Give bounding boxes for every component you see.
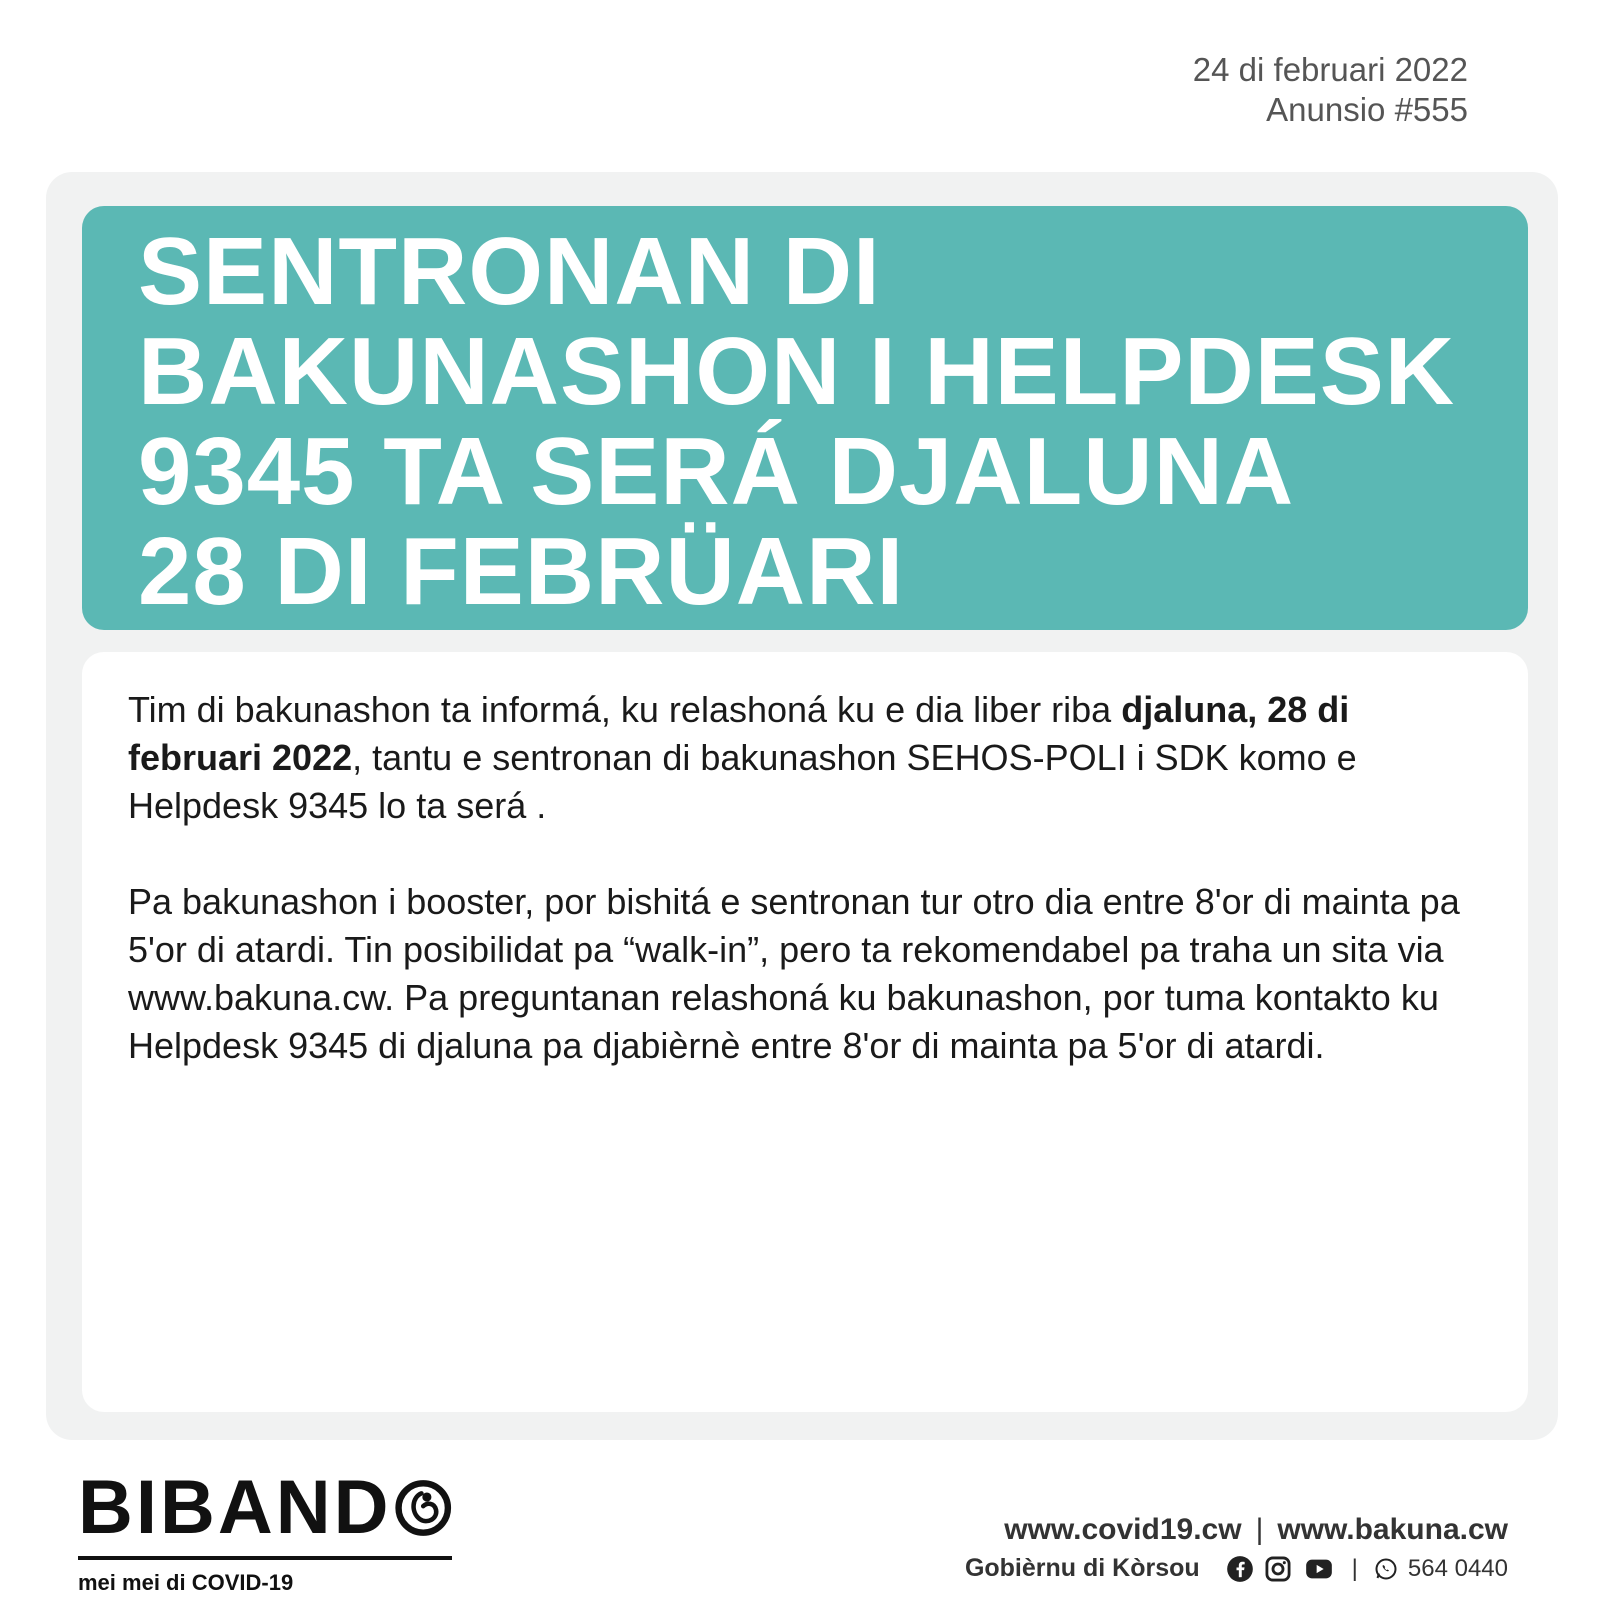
- instagram-icon[interactable]: [1264, 1555, 1292, 1583]
- footer-divider: |: [1351, 1554, 1358, 1582]
- announcement-date: 24 di februari 2022: [1192, 51, 1468, 88]
- headline-line-2: BAKUNASHON I HELPDESK: [138, 318, 1456, 425]
- youtube-icon[interactable]: [1302, 1555, 1336, 1583]
- announcement-meta: [1193, 50, 1468, 130]
- phone-number[interactable]: 564 0440: [1407, 1554, 1508, 1582]
- headline-line-1: SENTRONAN DI: [138, 218, 881, 325]
- logo-tagline: mei mei di COVID-19: [78, 1570, 294, 1595]
- logo-underline: [78, 1556, 452, 1560]
- logo-o-symbol-icon: [394, 1477, 452, 1539]
- body-p1-start: Tim di bakunashon ta informá, ku relashoná ku e dia liber riba: [128, 689, 1122, 730]
- headline-line-4: 28 DI FEBRÜARI: [138, 518, 905, 625]
- whatsapp-icon[interactable]: [1374, 1557, 1398, 1581]
- body-p1-bold-date: djaluna, 28 di februari 2022: [128, 689, 1350, 778]
- bibando-logo: [78, 1465, 452, 1596]
- headline-line-3: 9345 TA SERÁ DJALUNA: [138, 418, 1295, 525]
- link-separator: |: [1255, 1513, 1264, 1546]
- link-covid19[interactable]: www.covid19.cw: [1004, 1513, 1242, 1546]
- footer-links: [965, 1510, 1508, 1550]
- body-p1-end: , tantu e sentronan di bakunashon SEHOS-POLI i SDK komo e Helpdesk 9345 lo ta será .: [128, 737, 1357, 826]
- body-paragraph-2: Pa bakunashon i booster, por bishitá e sentronan tur otro dia entre 8'or di mainta pa 5'or di atardi. Tin posibilidat pa “walk-in”, pero ta rekomendabel pa traha un sita via www.bakuna.cw. Pa preguntanan relashoná ku bakunashon, por tuma kontakto ku Helpdesk 9345 di djaluna pa djabièrnè entre 8'or di mainta pa 5'or di atardi.: [128, 881, 1460, 1066]
- footer-contact: [965, 1510, 1508, 1583]
- logo-wordmark: [78, 1465, 452, 1550]
- announcement-number: Anunsio #555: [1266, 91, 1468, 128]
- logo-word-text: BIBAND: [78, 1465, 392, 1550]
- facebook-icon[interactable]: [1226, 1555, 1254, 1583]
- body-paragraph-1: [128, 686, 1488, 830]
- footer-social-row: [965, 1554, 1508, 1583]
- headline: [138, 218, 1498, 625]
- link-bakuna[interactable]: www.bakuna.cw: [1277, 1513, 1508, 1546]
- body-text: [128, 686, 1488, 1118]
- government-name: Gobièrnu di Kòrsou: [964, 1554, 1200, 1582]
